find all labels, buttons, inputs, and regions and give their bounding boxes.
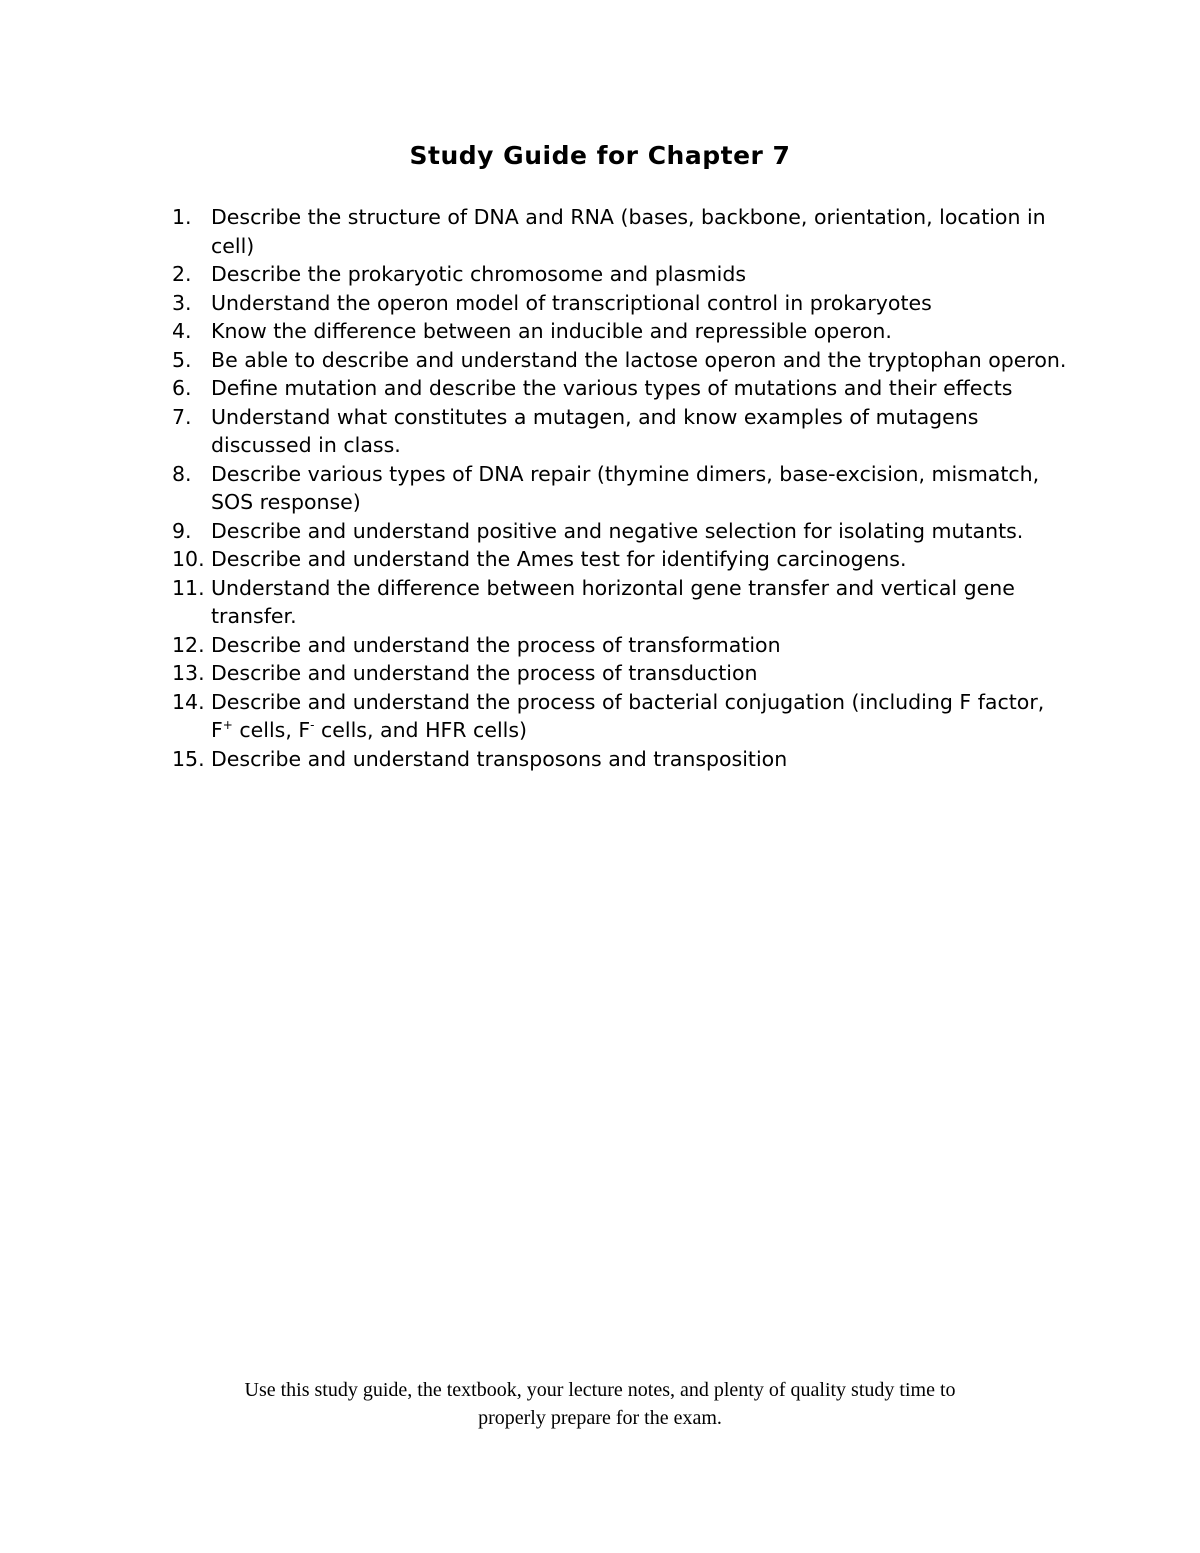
study-guide-list	[172, 203, 1072, 773]
list-item	[172, 574, 1072, 631]
list-item-number: 12.	[172, 632, 205, 657]
list-item-text: Understand the operon model of transcriptional control in prokaryotes	[211, 290, 932, 315]
list-item-number: 7.	[172, 404, 192, 429]
list-item-number: 4.	[172, 319, 192, 343]
list-item-text: Describe and understand transposons and transposition	[211, 746, 788, 771]
list-item-text-part: cells, and HFR cells)	[314, 718, 528, 742]
list-item-number: 10.	[172, 547, 205, 571]
list-item-text-part: cells, F	[232, 718, 311, 742]
superscript-plus: +	[222, 718, 233, 733]
list-item-number: 8.	[172, 461, 192, 486]
list-item-text: Know the difference between an inducible and repressible operon.	[211, 319, 892, 343]
list-item-text: Describe various types of DNA repair (thymine dimers, base-excision, mismatch, SOS response)	[211, 461, 1040, 514]
list-item-text: Describe and understand the process of transduction	[211, 661, 758, 685]
list-item	[172, 260, 1072, 289]
list-item	[172, 403, 1072, 460]
footer-line: properly prepare for the exam.	[478, 1407, 722, 1429]
list-item-number: 3.	[172, 290, 192, 315]
list-item-number: 14.	[172, 689, 205, 714]
list-item	[172, 517, 1072, 546]
list-item-text: Be able to describe and understand the lactose operon and the tryptophan operon.	[211, 347, 1067, 372]
list-item-text: Describe the structure of DNA and RNA (bases, backbone, orientation, location in cell)	[211, 205, 1046, 258]
list-item	[172, 346, 1072, 375]
list-item-number: 6.	[172, 376, 192, 400]
list-item-text: Describe the prokaryotic chromosome and plasmids	[211, 262, 747, 286]
list-item	[172, 317, 1072, 346]
list-item-text-part: F	[211, 718, 223, 742]
list-item	[172, 374, 1072, 403]
list-item-number: 11.	[172, 575, 205, 600]
list-item-number: 1.	[172, 205, 192, 229]
list-item-text: Describe and understand positive and negative selection for isolating mutants.	[211, 518, 1024, 543]
superscript-minus: -	[310, 718, 315, 733]
list-item	[172, 631, 1072, 660]
list-item	[172, 460, 1072, 517]
list-item-number: 5.	[172, 347, 192, 372]
list-item-text: Define mutation and describe the various types of mutations and their effects	[211, 376, 1013, 400]
list-item-text: Understand the difference between horizontal gene transfer and vertical gene transfer.	[211, 575, 1015, 628]
list-item-text-part: Describe and understand the process of bacterial conjugation (including F factor,	[211, 689, 1045, 714]
list-item-number: 2.	[172, 262, 192, 286]
list-item-number: 9.	[172, 518, 192, 543]
list-item	[172, 745, 1072, 774]
list-item-text: Describe and understand the process of transformation	[211, 632, 781, 657]
footer-line: Use this study guide, the textbook, your lecture notes, and plenty of quality study time to	[244, 1379, 956, 1401]
list-item	[172, 289, 1072, 318]
list-item-text: Describe and understand the Ames test for identifying carcinogens.	[211, 547, 907, 571]
list-item	[172, 545, 1072, 574]
list-item-number: 13.	[172, 661, 205, 685]
list-item	[172, 688, 1072, 745]
page-title: Study Guide for Chapter 7	[409, 141, 791, 170]
list-item-number: 15.	[172, 746, 205, 771]
list-item	[172, 659, 1072, 688]
footer-note	[0, 1376, 1200, 1432]
list-item	[172, 203, 1072, 260]
list-item-text	[211, 690, 1044, 743]
list-item-text: Understand what constitutes a mutagen, and know examples of mutagens discussed in class.	[211, 404, 979, 457]
